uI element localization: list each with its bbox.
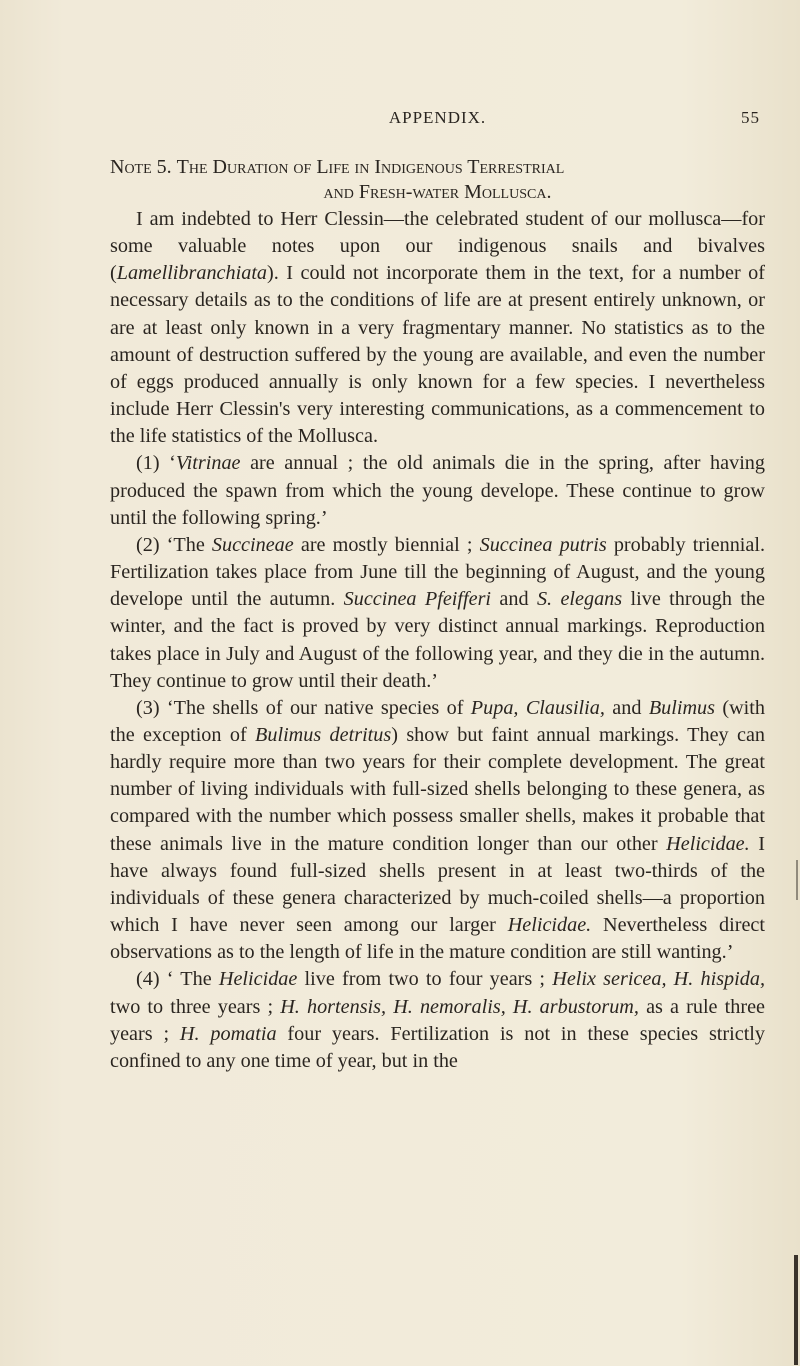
paragraph-helicidae: (4) ‘ The Helicidae live from two to four years ; Helix sericea, H. hispida, two to three years ; H. hortensis, H. nemoralis, H. arbustorum, as a rule three years ; H. pomatia four years. Fertilization is not in these species strictly confined to any one time of year, but in the [110,968,766,1072]
note-title-line2: and Fresh-water Mollusca. [323,181,552,203]
paragraph-number: (3) [136,696,160,719]
paragraph-succineae: (2) ‘The Succineae are mostly biennial ; Succinea putris probably triennial. Fertilization takes place from June till the beginning of August, and the young develope until the autumn. Succinea Pfeifferi and S. elegans live through the winter, and the fact is proved by very distinct annual markings. Reproduction takes place in July and August of the following year, and they die in the autumn. They continue to grow until their death.’ [110,533,766,692]
body-text [110,206,765,1075]
running-title: APPENDIX. [388,108,487,127]
paragraph-number: (4) [136,968,160,991]
page-edge-shadow [794,1255,798,1365]
paragraph-vitrinae: (1) ‘Vitrinae are annual ; the old animals die in the spring, after having produced the spawn from which the young develope. These continue to grow until the following spring.’ [110,452,765,529]
page-number: 55 [741,108,760,127]
page-edge-mark [796,860,798,900]
note-title-line1: The Duration of Life in Indigenous Terrestrial [176,156,565,178]
paragraph-number: (2) [136,533,160,556]
paragraph-number: (1) [136,452,160,475]
running-header [115,108,760,132]
note-label: Note 5. [110,156,172,178]
note-heading [110,155,765,205]
paragraph-pupa: (3) ‘The shells of our native species of Pupa, Clausilia, and Bulimus (with the exception of Bulimus detritus) show but faint annual markings. They can hardly require more than two years for their complete development. The great number of living individuals with full-sized shells belonging to these genera, as compared with the number which possess smaller shells, makes it probable that these animals live in the mature condition longer than our other Helicidae. I have always found full-sized shells present in at least two-thirds of the individuals of these genera characterized by much-coiled shells—a proportion which I have never seen among our larger Helicidae. Nevertheless direct observations as to the length of life in the mature condition are still wanting.’ [110,696,765,964]
paragraph-intro: I am indebted to Herr Clessin—the celebrated student of our mollusca—for some valuable notes upon our indigenous snails and bivalves (Lamellibranchiata). I could not incorporate them in the text, for a number of necessary details as to the conditions of life are at present entirely unknown, or are at least only known in a very fragmentary manner. No statistics as to the amount of destruction suffered by the young are available, and even the number of eggs produced annually is only known for a few species. I nevertheless include Herr Clessin's very interesting communications, as a commencement to the life statistics of the Mollusca. [110,208,765,448]
